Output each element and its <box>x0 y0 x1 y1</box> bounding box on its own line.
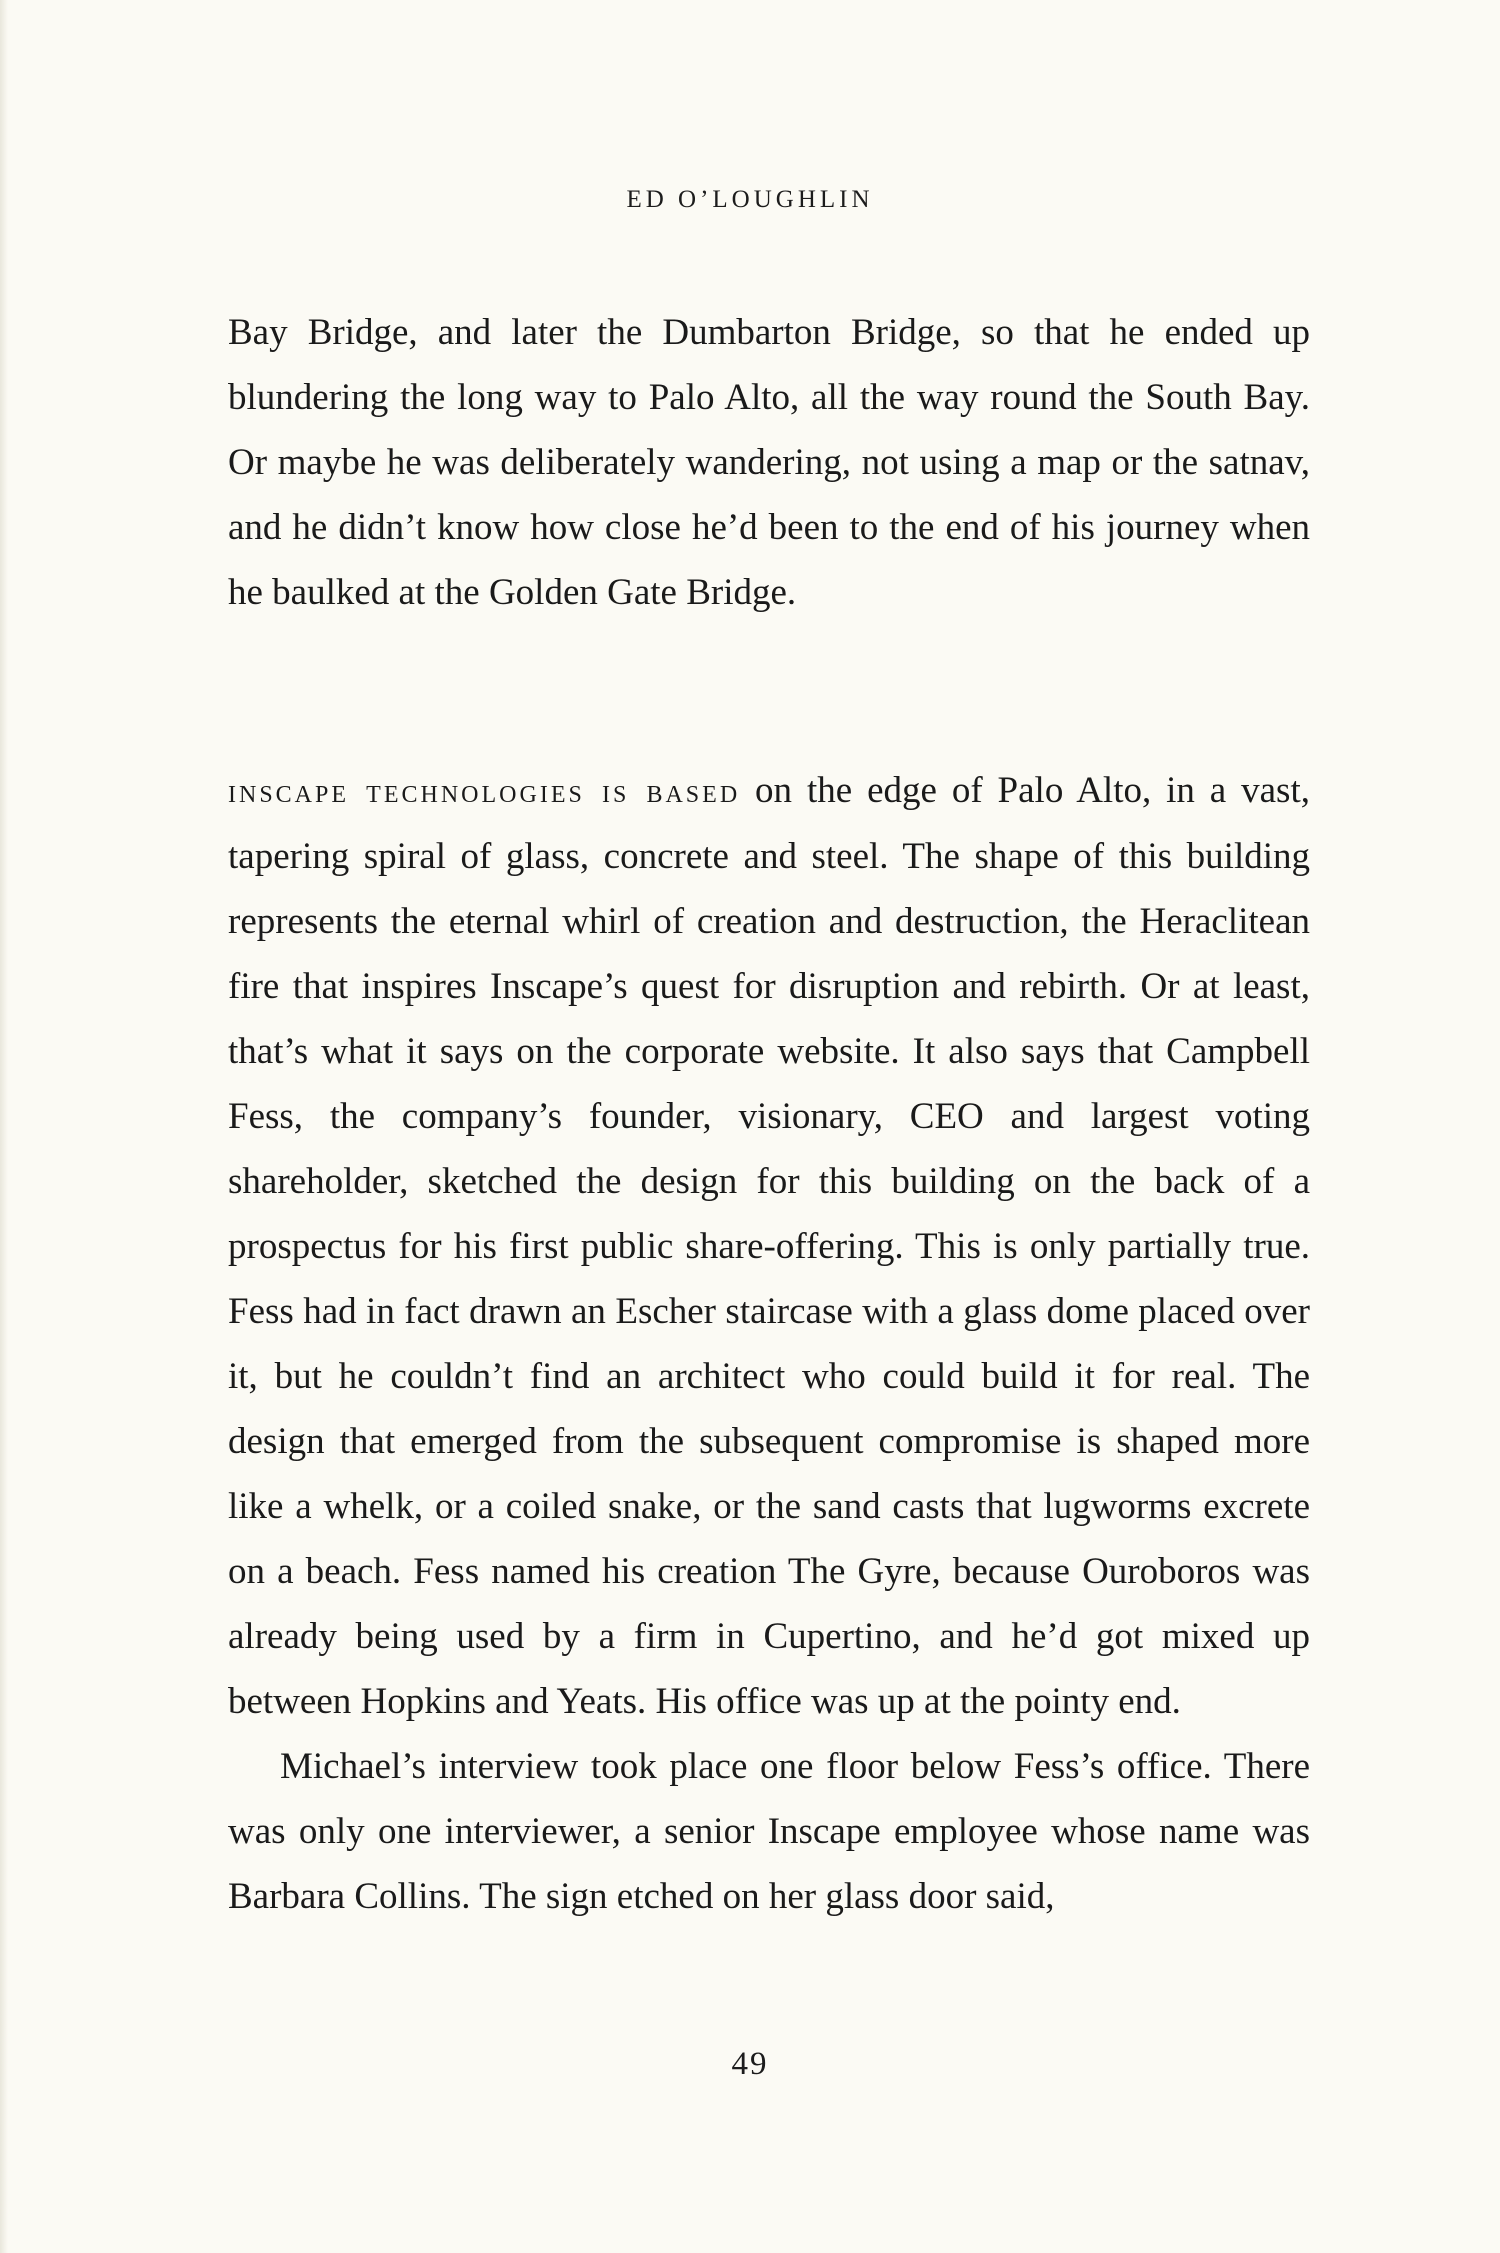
paragraph <box>228 758 1310 1734</box>
text-block-1 <box>228 300 1310 625</box>
paragraph: Michael’s interview took place one floor below Fess’s office. There was only one interviewer, a senior Inscape employee whose name was Barbara Collins. The sign etched on her glass door said, <box>228 1746 1310 1917</box>
page-gutter-shadow <box>0 0 8 2253</box>
paragraph: Bay Bridge, and later the Dumbarton Bridge, so that he ended up blundering the long way to Palo Alto, all the way round the South Bay. Or maybe he was deliberately wandering, not using a map or the satnav, and he didn’t know how close he’d been to the end of his journey when he baulked at the Golden Gate Bridge. <box>228 312 1310 613</box>
running-head: ED O’LOUGHLIN <box>626 186 874 213</box>
text-block-2 <box>228 758 1310 1929</box>
page-number: 49 <box>731 2046 769 2082</box>
section-lead-in: inscape technologies is based <box>228 773 741 810</box>
paragraph-text: on the edge of Palo Alto, in a vast, tapering spiral of glass, concrete and steel. The shape of this building represents the eternal whirl of creation and destruction, the Heraclitean fire that inspires Inscape’s quest for disruption and rebirth. Or at least, that’s what it says on the corporate website. It also says that Campbell Fess, the company’s founder, visionary, CEO and largest voting shareholder, sketched the design for this building on the back of a prospectus for his first public share-offering. This is only partially true. Fess had in fact drawn an Escher staircase with a glass dome placed over it, but he couldn’t find an architect who could build it for real. The design that emerged from the subsequent compromise is shaped more like a whelk, or a coiled snake, or the sand casts that lugworms excrete on a beach. Fess named his creation The Gyre, because Ouroboros was already being used by a firm in Cupertino, and he’d got mixed up between Hopkins and Yeats. His office was up at the pointy end. <box>228 770 1310 1722</box>
